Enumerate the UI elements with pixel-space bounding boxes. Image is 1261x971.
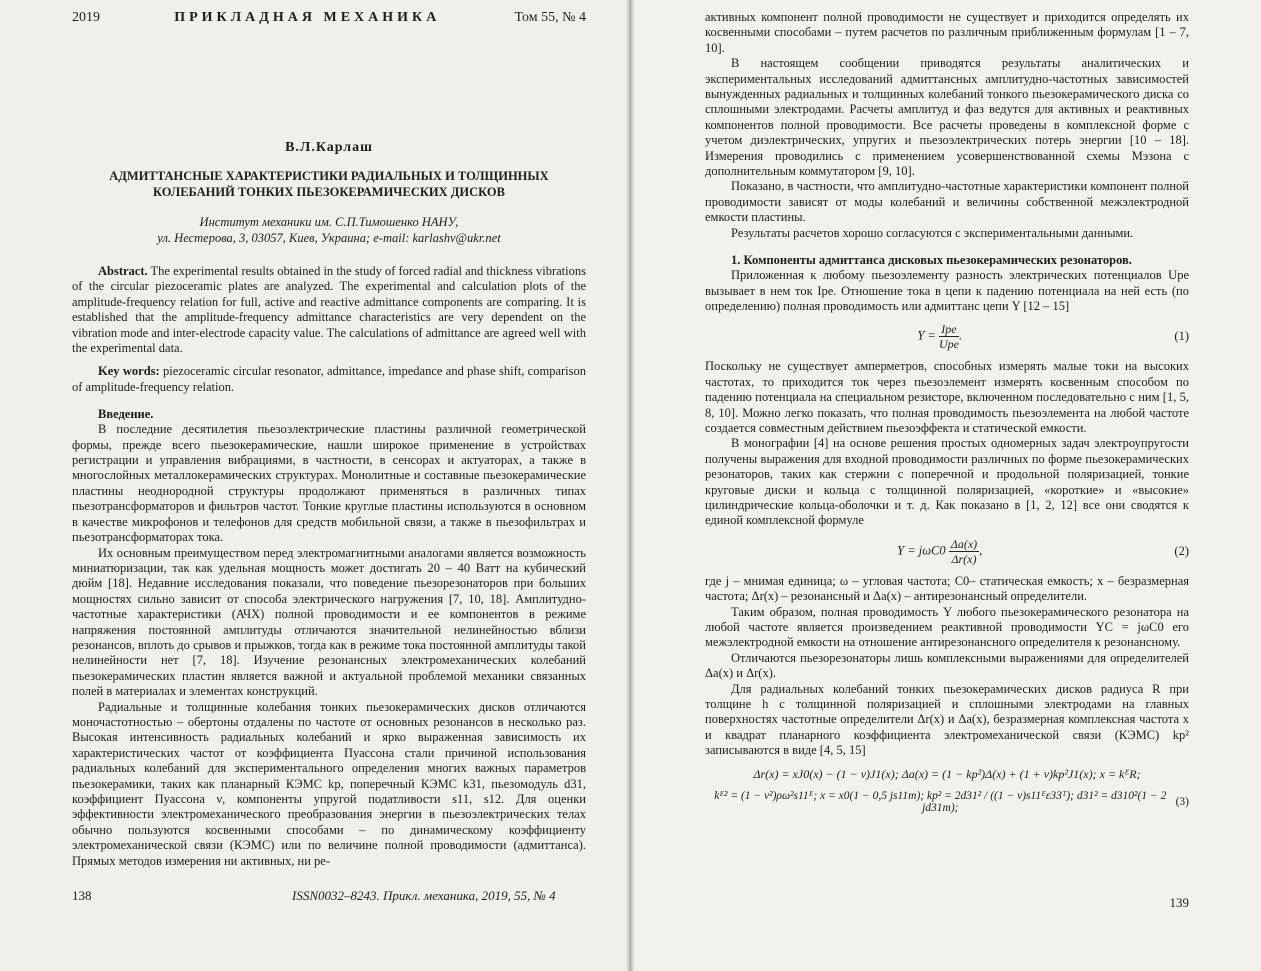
eq1-fraction bbox=[939, 322, 959, 351]
intro-paragraph-1: В последние десятилетия пьезоэлектрические пластины различной геометрической формы, прежде всего пьезокерамические, нашли широкое применение в устройствах регистрации и управления вибрациями, в частности, в сенсорах и актуаторах, а также в многослойных металлокерамических структурах. Монолитные и составные пьезокерамические пластины неоднородной структуры продолжают применяться в различных типах пьезотрансформаторов и фильтров частот. Тонкие круглые пластины используются в основном в качестве микрофонов и телефонов для средств мобильной связи, а также в пьезофильтрах и пьезотрансформаторах тока. bbox=[72, 422, 586, 545]
header-volume: Том 55, № 4 bbox=[514, 10, 586, 25]
eq2-number: (2) bbox=[1174, 543, 1189, 558]
eq1-number: (1) bbox=[1174, 329, 1189, 344]
eq3-number: (3) bbox=[1175, 795, 1189, 808]
paragraph-shown: Показано, в частности, что амплитудно-частотные характеристики компонент полной проводимости зависят от моды колебаний и величины собственной межэлектродной емкости пластины. bbox=[705, 179, 1189, 225]
left-page bbox=[0, 0, 626, 971]
keywords-label: Key words: bbox=[98, 364, 160, 379]
eq1-denominator: Upe bbox=[938, 337, 959, 352]
intro-heading: Введение. bbox=[98, 407, 154, 422]
left-footer bbox=[72, 888, 586, 904]
equation-1: Y = $\frac{\text{Ipe}}{\text{Upe}}$ . (1) bbox=[917, 322, 1189, 352]
eq2-denominator: Δr(x) bbox=[951, 551, 977, 566]
paragraph-results: Результаты расчетов хорошо согласуются с экспериментальными данными. bbox=[731, 225, 1134, 240]
intro-paragraph-2: Их основным преимуществом перед электромагнитными аналогами является возможность миниатюризации, так как удельная мощность может достигать 20 – 40 Ватт на кубический дюйм [18]. Недавние исследования показали, что поведение пьезорезонаторов при больших мощностях сильно зависит от способа электрического нагружения [7, 10, 18]. Амплитудно-частотные характеристики (АЧХ) полной проводимости и ее компонентов в режиме напряжения постоянной амплитуды отличаются значительной нелинейностью вблизи резонансов, вплоть до срывов и прыжков, тогда как в режиме тока постоянной амплитуды такой нелинейности нет [7, 18]. Изучение резонансных электромеханических колебаний пьезокерамических пластин является важной и актуальной проблемой механики связанных полей в материалах и элементах конструкций. bbox=[72, 545, 586, 699]
paragraph-where: где j – мнимая единица; ω – угловая частота; C0– статическая емкость; x – безразмерная частота; Δr(x) – резонансный и Δa(x) – антирезонансный определители. bbox=[705, 573, 1189, 604]
eq2-lhs: Y = jωC0 bbox=[897, 543, 946, 558]
author-affiliation bbox=[72, 214, 586, 246]
paragraph-scope: В настоящем сообщении приводятся результаты аналитических и экспериментальных исследований адмиттансных амплитудно-частотных зависимостей вынужденных радиальных и толщинных колебаний тонкого пьезокерамического диска со сплошными электродами. Расчеты амплитуд и фаз ведутся для активных и реактивных компонентов полной проводимости. Все расчеты проведены в комплексной форме с учетом диэлектрических, упругих и пьезоэлектрических потерь энергии [10 – 18]. Измерения проводились с применением усовершенствованной схемы Мэзона с дополнительным коммутатором [9, 10]. bbox=[705, 56, 1189, 179]
eq1-lhs: Y = bbox=[917, 328, 936, 343]
affiliation-line-2: ул. Нестерова, 3, 03057, Киев, Украина; e-mail: karlashv@ukr.net bbox=[157, 231, 501, 245]
paragraph-thus: Таким образом, полная проводимость Y любого пьезокерамического резонатора на любой частоте является произведением реактивной проводимости YC = jωC0 его межэлектродной емкости на отношение антирезонансного определителя к резонансному. bbox=[705, 604, 1189, 650]
intro-paragraph-3: Радиальные и толщинные колебания тонких пьезокерамических дисков отличаются моночастотностью – обертоны отдалены по частоте от основных резонансов в несколько раз. Высокая интенсивность радиальных колебаний и ярко выраженная зависимость их характеристических частот от коэффициента Пуассона стали причиной использования радиальных колебаний для экспериментального определения многих важных параметров пьезокерамики, таких как планарный КЭМС kp, поперечный КЭМС k31, пьезомодуль d31, коэффициент Пуассона ν, компоненты упругой податливости s11, s12. Для оценки эффективности электромеханического преобразования энергии в пьезоэлектрических телах обычно пользуются косвенными способами – по динамическому коэффициенту электромеханической связи (КЭМС) или по величине полной проводимости (адмиттанса). Прямых методов измерения ни активных, ни ре- bbox=[72, 699, 586, 868]
eq2-fraction bbox=[949, 537, 979, 566]
section-1-heading: 1. Компоненты адмиттанса дисковых пьезокерамических резонаторов. bbox=[731, 253, 1132, 268]
equation-3b bbox=[705, 790, 1189, 814]
paragraph-monograph: В монографии [4] на основе решения простых одномерных задач электроупругости получены выражения для входной проводимости различных по форме пьезокерамических резонаторов, таких как стержни с поперечной и продольной поляризацией, тонкие круговые диски и кольца с толщинной поляризацией, «короткие» и «высокие» цилиндрические кольца-оболочки и т. д. Как показано в [1, 2, 12] все они сводятся к единой комплексной формуле bbox=[705, 436, 1189, 528]
eq2-numerator: Δa(x) bbox=[950, 536, 978, 551]
paragraph-differ: Отличаются пьезорезонаторы лишь комплексными выражениями для определителей Δa(x) и Δr(x). bbox=[705, 650, 1189, 681]
book-gutter bbox=[626, 0, 635, 971]
eq1-numerator: Ipe bbox=[941, 322, 957, 337]
eq3-line-2: kᴱ² = (1 − ν²)ρω²s11ᴱ; x = x0(1 − 0,5 js11m); kp² = 2d31² / ((1 − ν)s11ᴱε33ᵀ); d31² = d310²(1 − 2 jd31m); bbox=[714, 789, 1167, 814]
article-title: АДМИТТАНСНЫЕ ХАРАКТЕРИСТИКИ РАДИАЛЬНЫХ И ТОЛЩИННЫХ КОЛЕБАНИЙ ТОНКИХ ПЬЕЗОКЕРАМИЧЕСКИХ ДИСКОВ bbox=[109, 169, 549, 199]
abstract-text: The experimental results obtained in the study of forced radial and thickness vibrations of the circular piezoceramic plates are analyzed. The experimental and calculation plots of the amplitude-frequency relation for full, active and reactive admittance components are comparing. It is established that the amplitude-frequency admittance characteristics are very dependent on the vibration mode and inter-electrode capacity value. The calculations of admittance are agreed well with the experimental data. bbox=[72, 264, 586, 356]
article-author: В.Л.Карлаш bbox=[285, 140, 373, 155]
abstract-label: Abstract. bbox=[98, 264, 148, 278]
eq3-line-1: Δr(x) = xJ0(x) − (1 − ν)J1(x); Δa(x) = (1 − kp²)Δ(x) + (1 + ν)kp²J1(x); x = kᴱR; bbox=[753, 766, 1141, 781]
page-number-right: 139 bbox=[1169, 895, 1189, 910]
page-number-left: 138 bbox=[72, 888, 92, 903]
right-page bbox=[635, 0, 1261, 971]
header-year: 2019 bbox=[72, 10, 100, 25]
paragraph-ammeters: Поскольку не существует амперметров, способных измерять малые токи на высоких частотах, то приходится ток через пьезоэлемент измерять косвенным способом по падению потенциала на специальном резисторе, включенном последовательно с ним [1, 5, 8, 10]. Можно легко показать, что полная проводимость пьезоэлемента на любой частоте создается совместным действием пьезоэффекта и статической емкости. bbox=[705, 359, 1189, 435]
journal-citation: ISSN0032–8243. Прикл. механика, 2019, 55, № 4 bbox=[292, 888, 556, 903]
continued-paragraph: активных компонент полной проводимости не существует и приходится определять их косвенными способами – путем расчетов по различным приближенным формулам [1 – 7, 10]. bbox=[705, 10, 1189, 55]
keywords-text: piezoceramic circular resonator, admittance, impedance and phase shift, comparison of amplitude-frequency relation. bbox=[72, 364, 587, 394]
header-journal: ПРИКЛАДНАЯ МЕХАНИКА bbox=[174, 10, 441, 25]
paragraph-radial: Для радиальных колебаний тонких пьезокерамических дисков радиуса R при толщине h с толщинной поляризацией и сплошными электродами на главных поверхностях частотные определители Δr(x) и Δa(x), безразмерная комплексная частота x и квадрат планарного коэффициента электромеханической связи (КЭМС) kp² записываются в виде [4, 5, 15] bbox=[705, 681, 1189, 758]
paragraph-admittance-def: Приложенная к любому пьезоэлементу разность электрических потенциалов Upe вызывает в нем ток Ipe. Отношение тока в цепи к падению потенциала на ней есть (по определению) полная проводимость или адмиттанс цепи Y [12 – 15] bbox=[705, 268, 1189, 313]
affiliation-line-1: Институт механики им. С.П.Тимошенко НАНУ, bbox=[199, 215, 459, 229]
equation-3a bbox=[705, 767, 1189, 782]
abstract bbox=[72, 264, 586, 395]
running-header bbox=[72, 10, 586, 26]
equation-2: Y = jωC0 $\frac{\Delta a(x)}{\Delta r(x)}$ , (2) bbox=[897, 536, 1189, 566]
